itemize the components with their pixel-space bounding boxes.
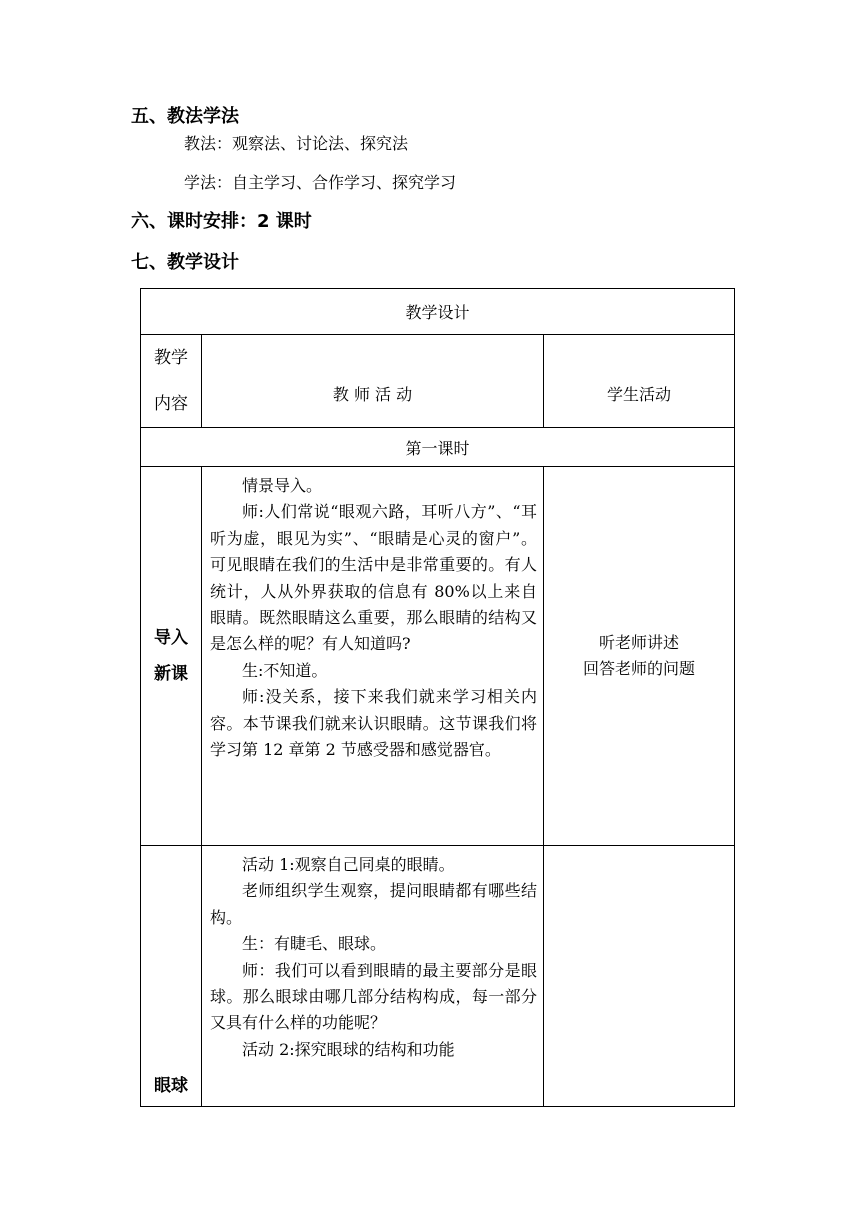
row-intro-label-cell xyxy=(141,467,202,846)
header-content-line1: 教学 xyxy=(154,348,188,368)
section5-heading: 五、教法学法 xyxy=(131,106,239,127)
section6-heading: 六、课时安排：2 课时 xyxy=(131,211,312,232)
teacher-paragraph: 老师组织学生观察，提问眼睛都有哪些结构。 xyxy=(210,881,537,927)
section7-heading: 七、教学设计 xyxy=(131,252,239,273)
table-title-cell xyxy=(141,289,735,335)
row-eyeball-student-cell xyxy=(544,846,735,1107)
teacher-paragraph: 师:人们常说“眼观六路，耳听八方”、“耳听为虚，眼见为实”、“眼睛是心灵的窗户”。可见眼睛在我们的生活中是非常重要的。有人统计，人从外界获取的信息有 80%以上来自眼睛。既然眼睛这么重要，那么眼睛的结构又是怎么样的呢？有人知道吗? xyxy=(210,502,537,654)
row-intro-label-line2: 新课 xyxy=(154,664,188,684)
header-student: 学生活动 xyxy=(606,384,671,404)
row-eyeball-label-cell xyxy=(141,846,202,1107)
row-intro-student-cell xyxy=(544,467,735,846)
learning-method-line: 学法：自主学习、合作学习、探究学习 xyxy=(184,173,457,192)
row-intro-teacher-cell xyxy=(202,467,544,846)
teacher-paragraph: 情景导入。 xyxy=(242,476,323,495)
lesson-label-cell xyxy=(141,428,735,467)
teacher-paragraph: 师:没关系，接下来我们就来学习相关内容。本节课我们就来认识眼睛。这节课我们将学习第 12 章第 2 节感受器和感觉器官。 xyxy=(210,687,537,760)
header-teacher-cell xyxy=(202,335,544,428)
header-content-cell xyxy=(141,335,202,428)
lesson-label: 第一课时 xyxy=(405,438,470,458)
teacher-paragraph: 生:不知道。 xyxy=(242,660,328,680)
header-student-cell xyxy=(544,335,735,428)
header-teacher: 教 师 活 动 xyxy=(332,384,413,404)
header-content-line2: 内容 xyxy=(154,394,188,414)
table-title: 教学设计 xyxy=(405,303,470,322)
teaching-design-table xyxy=(140,288,735,1107)
row-eyeball-teacher-cell xyxy=(202,846,544,1107)
teacher-paragraph: 师：我们可以看到眼睛的最主要部分是眼球。那么眼球由哪几部分结构构成，每一部分又具有什么样的功能呢？ xyxy=(210,960,537,1033)
student-activity-line1: 听老师讲述 xyxy=(598,633,679,652)
teacher-paragraph: 活动 2:探究眼球的结构和功能 xyxy=(242,1039,455,1059)
row-eyeball-label: 眼球 xyxy=(154,1076,188,1096)
teaching-method-line: 教法：观察法、讨论法、探究法 xyxy=(184,134,409,153)
student-activity-line2: 回答老师的问题 xyxy=(582,659,695,678)
teacher-paragraph: 生：有睫毛、眼球。 xyxy=(242,934,387,954)
row-intro-label-line1: 导入 xyxy=(154,628,188,648)
teacher-paragraph: 活动 1:观察自己同桌的眼睛。 xyxy=(242,855,455,874)
